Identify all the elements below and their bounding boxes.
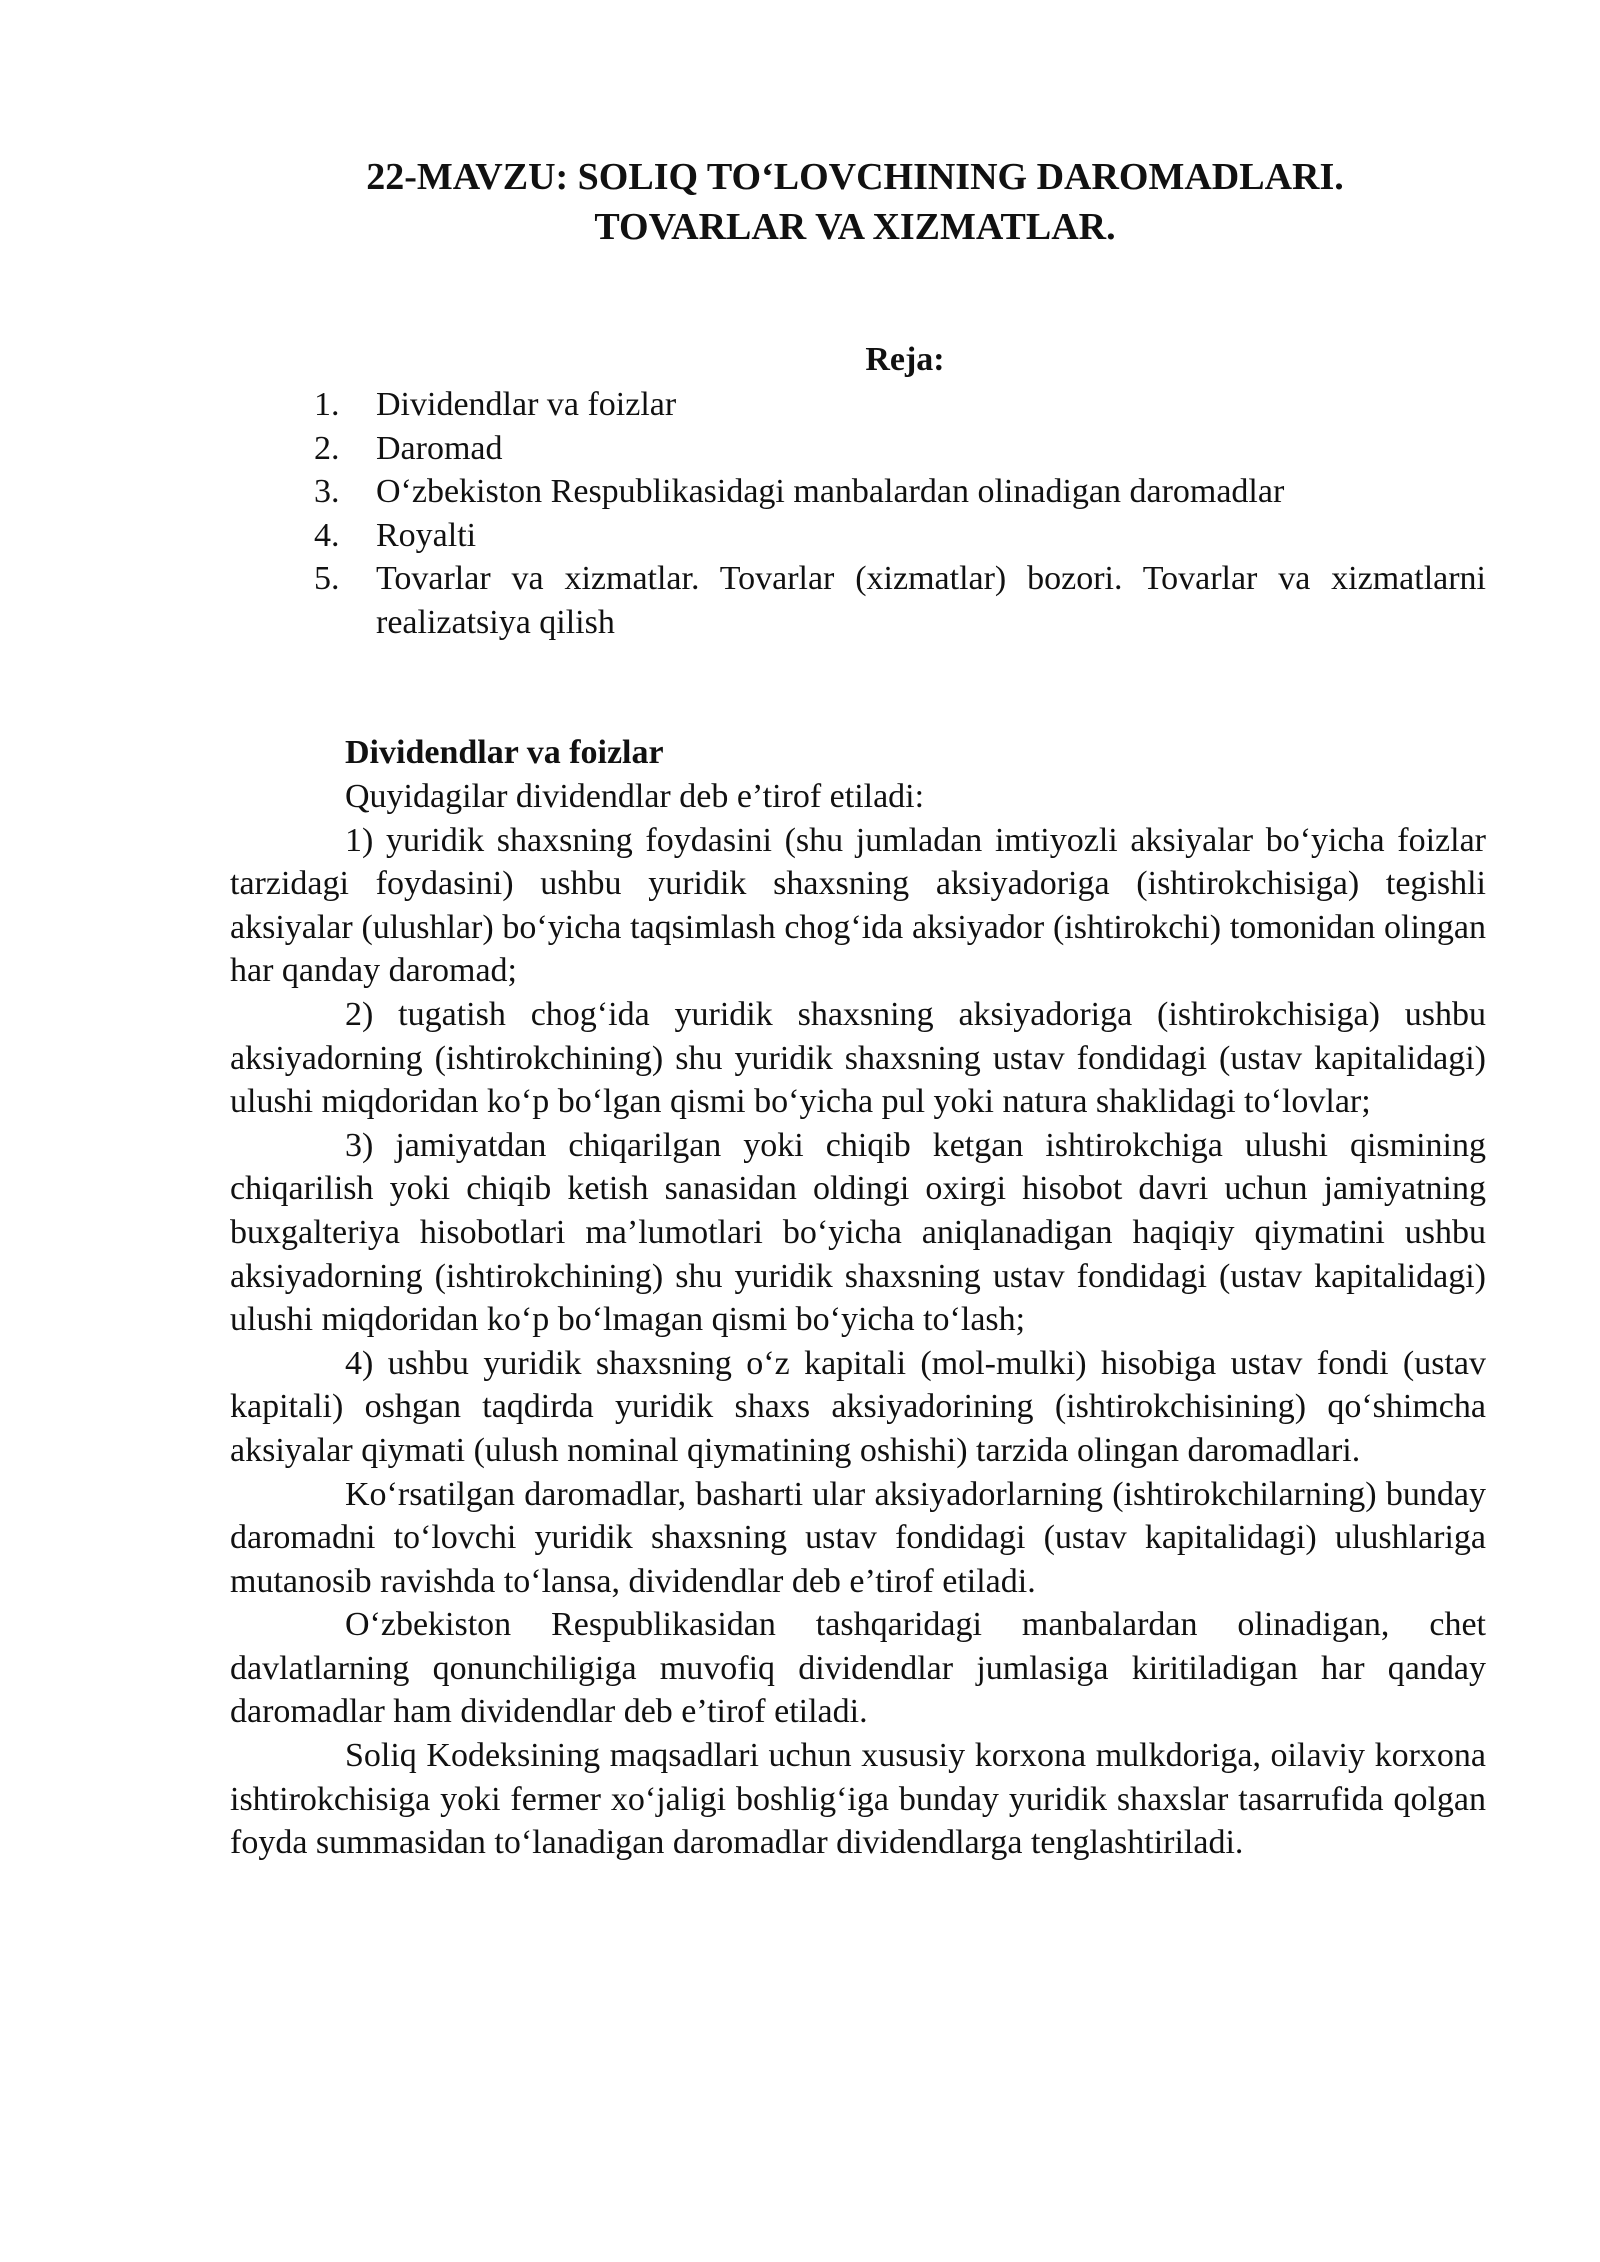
body-paragraph: O‘zbekiston Respublikasidan tashqaridagi manbalardan olinadigan, chet davlatlarning qonunchiligiga muvofiq dividendlar jumlasiga kiritiladigan har qanday daromadlar ham dividendlar deb e’tirof etiladi.	[230, 1606, 1486, 1731]
body-paragraph: 4) ushbu yuridik shaxsning o‘z kapitali (mol-mulki) hisobiga ustav fondi (ustav kapitali) oshgan taqdirda yuridik shaxs aksiyadorining (ishtirokchisining) qo‘shimcha aksiyalar qiymati (ulush nominal qiymatining oshishi) tarzida olingan daromadlari.	[230, 1344, 1486, 1469]
body-paragraph: 1) yuridik shaxsning foydasini (shu jumladan imtiyozli aksiyalar bo‘yicha foizlar tarzidagi foydasini) ushbu yuridik shaxsning aksiyadoriga (ishtirokchisiga) tegishli aksiyalar (ulushlar) bo‘yicha taqsimlash chog‘ida aksiyador (ishtirokchi) tomonidan olingan har qanday daromad;	[230, 821, 1486, 990]
plan-heading: Reja:	[865, 341, 945, 378]
plan-item-text: Dividendlar va foizlar	[376, 386, 677, 423]
section-heading: Dividendlar va foizlar	[345, 734, 664, 771]
plan-item	[314, 557, 1486, 644]
plan-item-text: O‘zbekiston Respublikasidagi manbalardan olinadigan daromadlar	[376, 473, 1285, 510]
plan-item	[314, 514, 1486, 558]
plan-item-number: 2.	[314, 429, 340, 467]
plan-item-number: 5.	[314, 560, 340, 597]
body-paragraph: 2) tugatish chog‘ida yuridik shaxsning aksiyadoriga (ishtirokchisiga) ushbu aksiyadorning (ishtirokchining) shu yuridik shaxsning ustav fondidagi (ustav kapitalidagi) ulushi miqdoridan ko‘p bo‘lgan qismi bo‘yicha pul yoki natura shaklidagi to‘lovlar;	[230, 995, 1486, 1121]
body-paragraph: Quyidagilar dividendlar deb e’tirof etiladi:	[345, 778, 925, 815]
plan-item-number: 4.	[314, 516, 340, 554]
plan-item	[314, 383, 1486, 427]
plan-item-text: Tovarlar va xizmatlar. Tovarlar (xizmatlar) bozori. Tovarlar va xizmatlarni realizatsiya qilish	[376, 560, 1486, 641]
body-paragraph: 3) jamiyatdan chiqarilgan yoki chiqib ketgan ishtirokchiga ulushi qismining chiqarilish yoki chiqib ketish sanasidan oldingi oxirgi hisobot davri uchun jamiyatning buxgalteriya hisobotlari ma’lumotlari bo‘yicha aniqlanadigan haqiqiy qiymatini ushbu aksiyadorning (ishtirokchining) shu yuridik shaxsning ustav fondidagi (ustav kapitalidagi) ulushi miqdoridan ko‘p bo‘lmagan qismi bo‘yicha to‘lash;	[230, 1126, 1486, 1339]
document-title	[230, 152, 1480, 252]
plan-item-text: Daromad	[376, 429, 503, 467]
plan-item-number: 1.	[314, 386, 340, 423]
plan-item-text: Royalti	[376, 516, 477, 554]
plan-item	[314, 470, 1486, 514]
body-paragraph: Soliq Kodeksining maqsadlari uchun xususiy korxona mulkdoriga, oilaviy korxona ishtirokchisiga yoki fermer xo‘jaligi boshlig‘iga bunday yuridik shaxslar tasarrufida qolgan foyda summasidan to‘lanadigan daromadlar dividendlarga tenglashtiriladi.	[230, 1737, 1486, 1862]
plan-item-number: 3.	[314, 473, 340, 510]
plan-list	[314, 383, 1486, 644]
section-body	[230, 775, 1486, 1865]
plan-item	[314, 427, 1486, 471]
body-paragraph: Ko‘rsatilgan daromadlar, basharti ular aksiyadorlarning (ishtirokchilarning) bunday daromadni to‘lovchi yuridik shaxsning ustav fondidagi (ustav kapitalidagi) ulushlariga mutanosib ravishda to‘lansa, dividendlar deb e’tirof etiladi.	[230, 1475, 1486, 1600]
title-line-1: 22-MAVZU: SOLIQ TO‘LOVCHINING DAROMADLARI.	[366, 156, 1344, 198]
title-line-2: TOVARLAR VA XIZMATLAR.	[594, 206, 1116, 248]
